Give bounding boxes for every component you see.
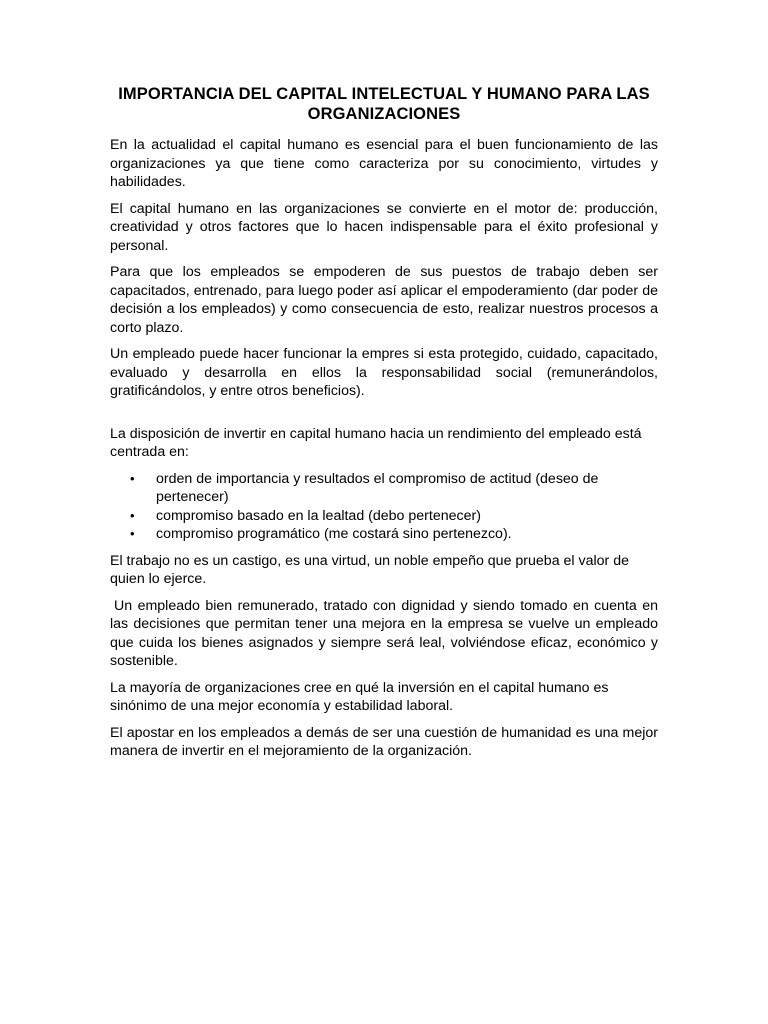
bullet-text: orden de importancia y resultados el compromiso de actitud (deseo de pertenecer) [156, 470, 599, 505]
bullet-dot: • [130, 507, 135, 523]
bullet-item [110, 470, 658, 507]
bullet-dot: • [130, 526, 135, 541]
bullet-text: compromiso programático (me costará sino pertenezco). [156, 526, 512, 542]
bullet-list [110, 470, 658, 544]
document-title: IMPORTANCIA DEL CAPITAL INTELECTUAL Y HUMANO PARA LAS ORGANIZACIONES [118, 85, 650, 123]
paragraph-disposicion: La disposición de invertir en capital humano hacia un rendimiento del empleado está centrada en: [110, 425, 642, 460]
paragraph-motor: El capital humano en las organizaciones se convierte en el motor de: producción, creatividad y otros factores que lo hacen indispensable para el éxito profesional y personal. [110, 200, 658, 254]
paragraph-intro: En la actualidad el capital humano es esencial para el buen funcionamiento de las organizaciones ya que tiene como caracteriza por su conocimiento, virtudes y habilidades. [110, 137, 658, 190]
paragraph-apostar: El apostar en los empleados a demás de ser una cuestión de humanidad es una mejor manera de invertir en el mejoramiento de la organización. [110, 724, 658, 759]
paragraph-remunerado: Un empleado bien remunerado, tratado con dignidad y siendo tomado en cuenta en las decisiones que permitan tener una mejora en la empresa se vuelve un empleado que cuida los bienes asignados y siempre será leal, volviéndose eficaz, económico y sostenible. [110, 597, 658, 669]
bullet-item [110, 525, 658, 544]
paragraph-mayoria: La mayoría de organizaciones cree en qué la inversión en el capital humano es sinónimo de una mejor economía y estabilidad laboral. [110, 679, 609, 714]
paragraph-empoderamiento: Para que los empleados se empoderen de sus puestos de trabajo deben ser capacitados, entrenado, para luego poder así aplicar el empoderamiento (dar poder de decisión a los empleados) y como consecuencia de esto, realizar nuestros procesos a corto plazo. [110, 264, 658, 336]
bullet-text: compromiso basado en la lealtad (debo pertenecer) [156, 507, 481, 524]
bullet-item [110, 507, 658, 526]
paragraph-trabajo: El trabajo no es un castigo, es una virtud, un noble empeño que prueba el valor de quien lo ejerce. [110, 552, 629, 587]
bullet-dot: • [130, 470, 135, 486]
paragraph-funcionar: Un empleado puede hacer funcionar la empres si esta protegido, cuidado, capacitado, evaluado y desarrolla en ellos la responsabilidad social (remunerándolos, gratificándolos, y entre otros beneficios). [110, 346, 658, 399]
